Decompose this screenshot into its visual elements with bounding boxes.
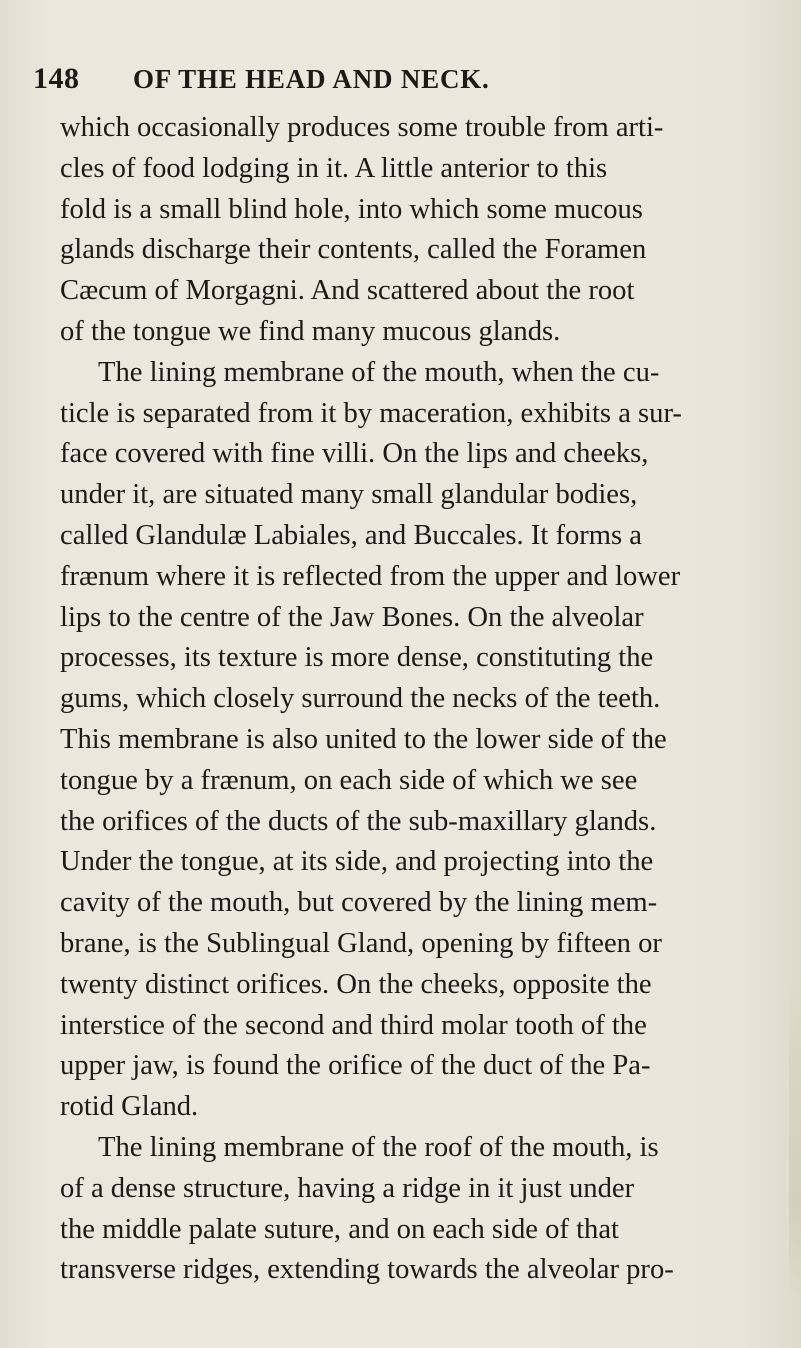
running-head: OF THE HEAD AND NECK.: [133, 64, 490, 94]
text-line: the orifices of the ducts of the sub-maxillary glands.: [60, 805, 657, 837]
text-line: ticle is separated from it by maceration, exhibits a sur-: [60, 397, 682, 429]
text-line: which occasionally produces some trouble from arti-: [60, 112, 664, 143]
text-line: called Glandulæ Labiales, and Buccales. It forms a: [60, 519, 642, 551]
text-line: of the tongue we find many mucous glands.: [60, 315, 561, 347]
text-line: processes, its texture is more dense, constituting the: [60, 642, 654, 674]
text-line: the middle palate suture, and on each side of that: [60, 1213, 619, 1245]
text-line: under it, are situated many small glandular bodies,: [60, 479, 638, 511]
page-header: [33, 62, 773, 102]
text-line: face covered with fine villi. On the lips and cheeks,: [60, 438, 649, 470]
text-line: transverse ridges, extending towards the alveolar pro-: [60, 1254, 674, 1286]
text-line: upper jaw, is found the orifice of the duct of the Pa-: [60, 1050, 651, 1082]
text-line: cles of food lodging in it. A little anterior to this: [60, 152, 608, 184]
text-line: rotid Gland.: [60, 1091, 199, 1123]
page-edge-stain: [789, 980, 801, 1300]
body-text: [60, 108, 770, 1291]
text-line: Cæcum of Morgagni. And scattered about the root: [60, 275, 635, 307]
paragraph-start-line: The lining membrane of the mouth, when the cu-: [98, 356, 660, 388]
text-line: frænum where it is reflected from the upper and lower: [60, 560, 681, 592]
text-line: tongue by a frænum, on each side of which we see: [60, 764, 638, 796]
text-line: lips to the centre of the Jaw Bones. On the alveolar: [60, 601, 644, 633]
text-line: This membrane is also united to the lower side of the: [60, 723, 667, 755]
paragraph-start-line: The lining membrane of the roof of the mouth, is: [98, 1131, 659, 1163]
text-line: gums, which closely surround the necks of the teeth.: [60, 683, 661, 715]
text-line: glands discharge their contents, called the Foramen: [60, 234, 647, 266]
text-line: of a dense structure, having a ridge in it just under: [60, 1172, 635, 1204]
text-line: Under the tongue, at its side, and projecting into the: [60, 846, 654, 878]
text-line: twenty distinct orifices. On the cheeks, opposite the: [60, 968, 652, 1000]
page-number: 148: [33, 62, 80, 95]
text-line: cavity of the mouth, but covered by the lining mem-: [60, 887, 658, 919]
text-line: brane, is the Sublingual Gland, opening by fifteen or: [60, 927, 662, 959]
text-line: interstice of the second and third molar tooth of the: [60, 1009, 647, 1041]
text-line: fold is a small blind hole, into which some mucous: [60, 193, 643, 225]
